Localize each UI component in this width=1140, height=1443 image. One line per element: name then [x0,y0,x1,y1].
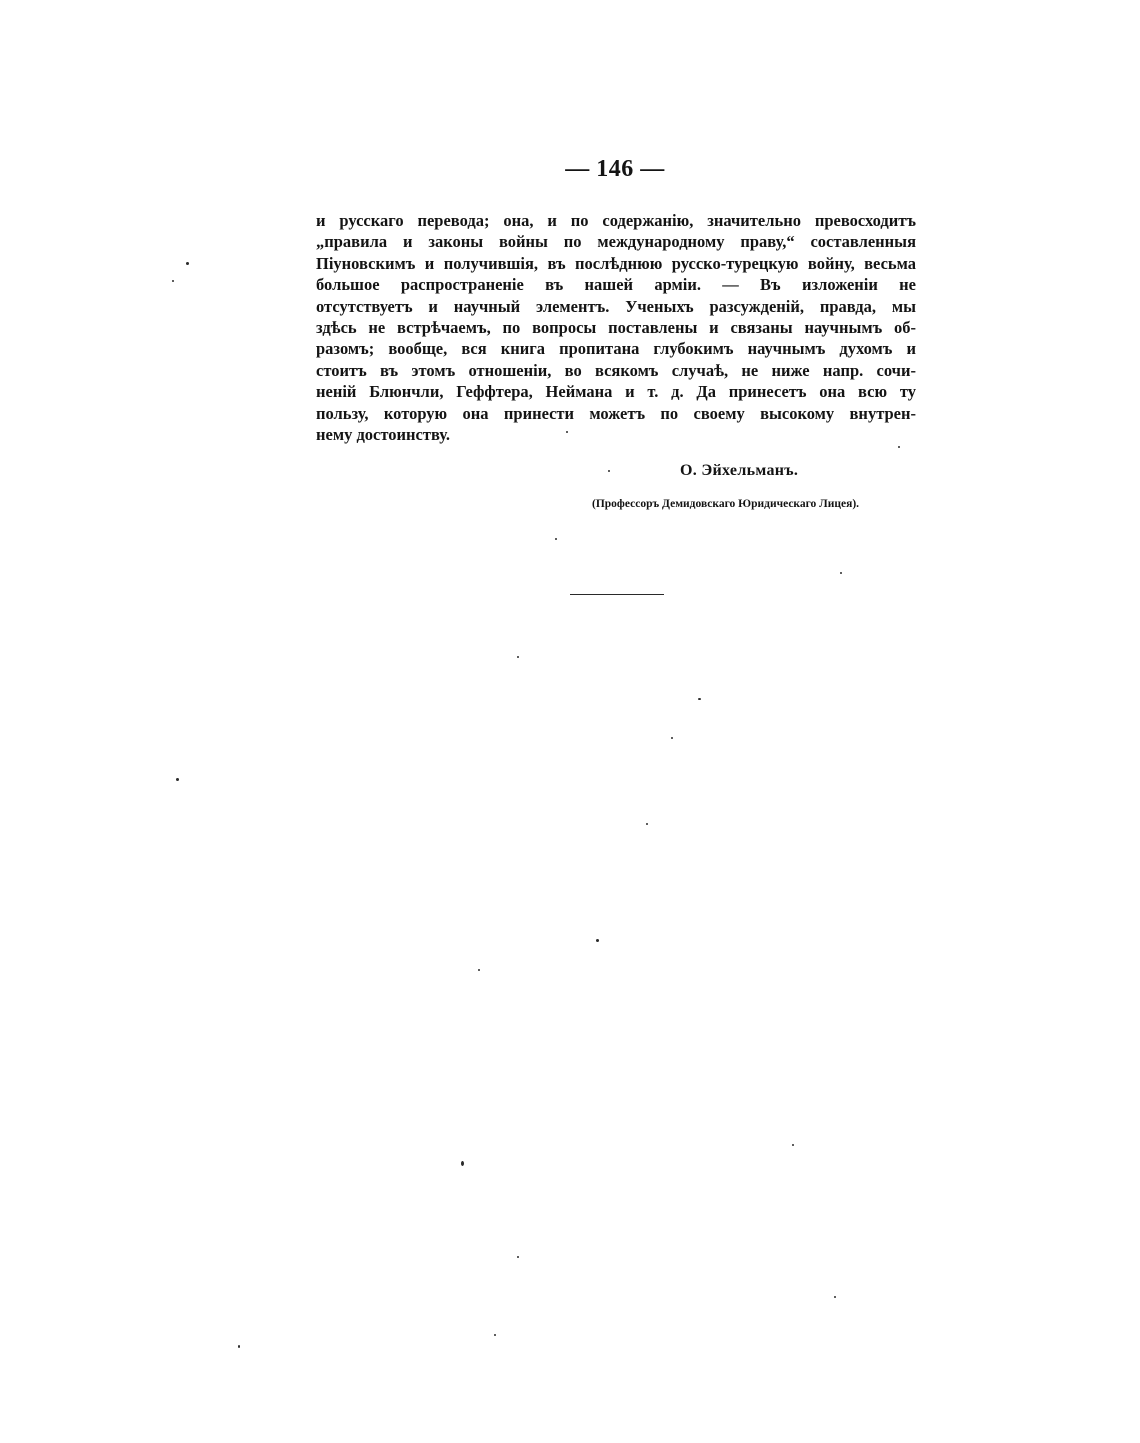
text-line: отсутствуетъ и научный элементъ. Ученыхъ разсужденій, правда, мы [316,296,916,316]
scan-speck [186,262,189,265]
scan-speck [898,446,900,448]
scan-speck [608,470,610,472]
section-divider [570,594,664,595]
scan-speck [238,1345,240,1348]
scan-speck [566,431,568,433]
scan-speck [176,778,179,781]
scan-speck [494,1334,496,1336]
text-line: и русскаго перевода; она, и по содержанію, значительно превосходитъ [316,211,916,230]
author-signature: О. Эйхельманъ. [680,462,799,479]
scan-speck [834,1296,836,1298]
scan-speck [698,698,701,700]
text-line: стоитъ въ этомъ отношеніи, во всякомъ случаѣ, не ниже напр. сочи- [316,360,916,380]
body-paragraph [316,210,916,445]
text-line: пользу, которую она принести можетъ по своему высокому внутрен- [316,403,916,423]
text-line: большое распространеніе въ нашей арміи. — Въ изложеніи не [316,275,916,295]
text-line: „правила и законы войны по международному праву,“ составленныя [316,232,916,252]
scan-speck [461,1161,464,1166]
scan-speck [517,656,519,658]
text-line: здѣсь не встрѣчаемъ, по вопросы поставлены и связаны научнымъ об- [316,318,916,338]
scan-speck [840,572,842,574]
text-line: разомъ; вообще, вся книга пропитана глубокимъ научнымъ духомъ и [316,339,916,359]
text-line: неній Блюнчли, Геффтера, Неймана и т. д. Да принесетъ она всю ту [316,382,916,402]
text-line: нему достоинству. [316,425,451,445]
scan-speck [517,1256,519,1258]
text-line: Піуновскимъ и получившія, въ послѣднюю русско-турецкую войну, весьма [316,253,916,273]
scan-speck [646,823,648,825]
scan-speck [172,280,174,282]
scan-speck [555,538,557,540]
scan-speck [596,939,599,942]
page-number: — 146 — [565,156,665,182]
scan-speck [671,737,673,739]
scan-speck [792,1144,794,1146]
author-affiliation: (Профессоръ Демидовскаго Юридическаго Лицея). [592,498,860,510]
scan-speck [478,969,480,971]
